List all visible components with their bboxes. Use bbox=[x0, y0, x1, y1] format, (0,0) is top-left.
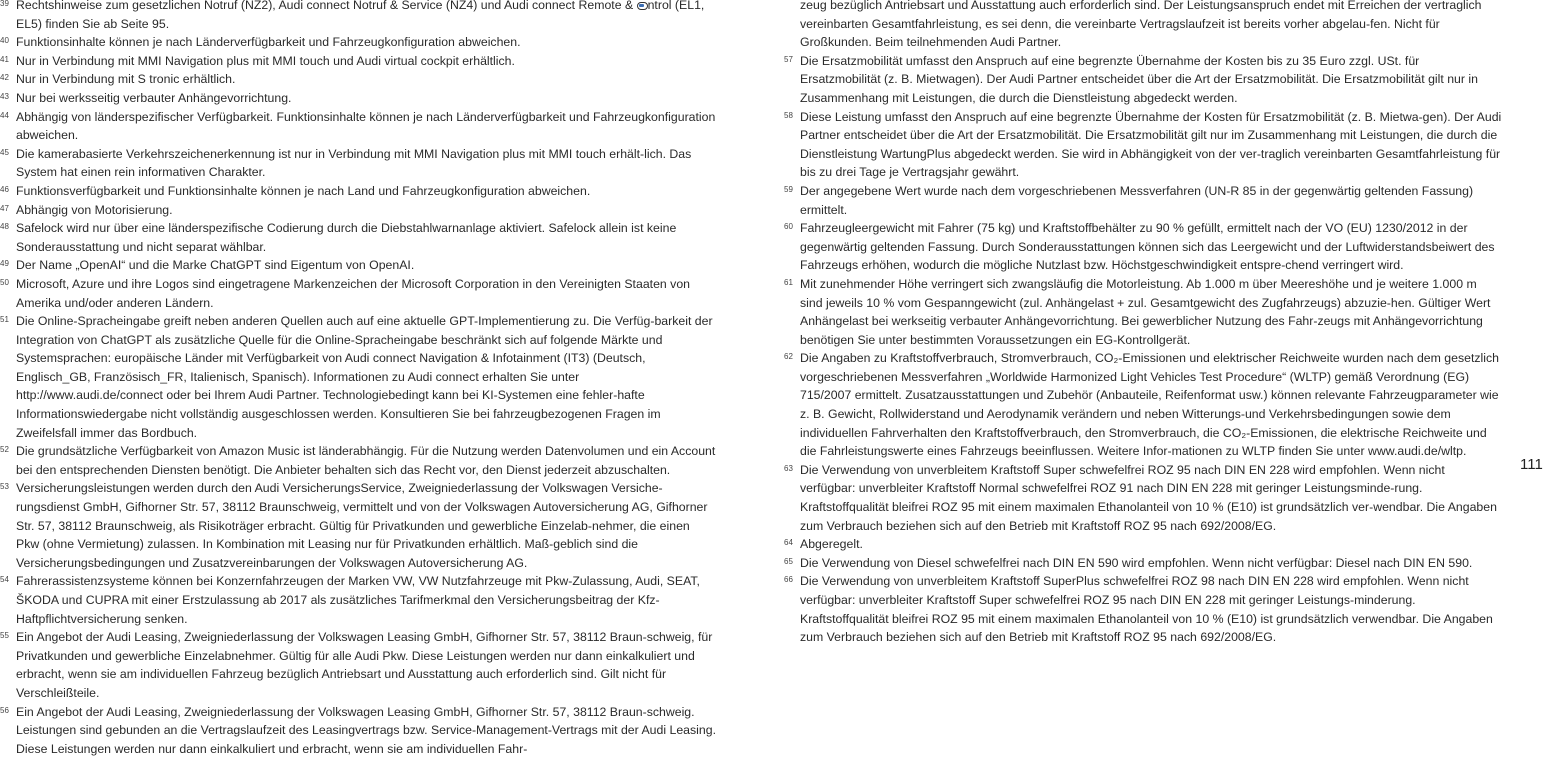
footnote-48 bbox=[0, 219, 716, 256]
footnote-59 bbox=[784, 182, 1502, 219]
footnote-40 bbox=[0, 33, 716, 52]
footnote-number: 49 bbox=[0, 259, 9, 269]
footnote-text: Rechtshinweise zum gesetzlichen Notruf (NZ2), Audi connect Notruf & Service (NZ4) und Audi connect Remote & bbox=[16, 0, 637, 12]
footnote-number: 41 bbox=[0, 54, 9, 64]
footnote-51 bbox=[0, 312, 716, 442]
footnote-60 bbox=[784, 219, 1502, 275]
footnote-text: Fahrerassistenzsysteme können bei Konzernfahrzeugen der Marken VW, VW Nutzfahrzeuge mit Pkw-Zulassung, Audi, SEAT, ŠKODA und CUPRA mit einer Erstzulassung ab 2017 als zusätzliches Tarifmerkmal den Versicherungsbeitrag der Kfz-Haftpflichtversicherung senken. bbox=[16, 574, 700, 626]
footnote-number: 63 bbox=[784, 463, 793, 473]
footnote-number: 48 bbox=[0, 222, 9, 232]
footnote-44 bbox=[0, 108, 716, 145]
footnote-66 bbox=[784, 572, 1502, 646]
footnote-text: Die Ersatzmobilität umfasst den Anspruch auf eine begrenzte Übernahme der Kosten bis zu 35 Euro zzgl. USt. für Ersatzmobilität (z. B. Mietwagen). Der Audi Partner entscheidet über die Art der Ersatzmobilität. Die Ersatzmobilität gilt nur in Zusammenhang mit Leistungen, die durch die Dienstleistung abgedeckt werden. bbox=[800, 53, 1478, 105]
footnote-text: Nur in Verbindung mit S tronic erhältlich. bbox=[16, 72, 236, 87]
footnote-text: Nur in Verbindung mit MMI Navigation plus mit MMI touch und Audi virtual cockpit erhältlich. bbox=[16, 53, 515, 68]
footnote-text: Die kamerabasierte Verkehrszeichenerkennung ist nur in Verbindung mit MMI Navigation plus mit MMI touch erhält-lich. Das System hat einen rein informativen Charakter. bbox=[16, 146, 692, 180]
footnote-58 bbox=[784, 108, 1502, 182]
footnote-number: 64 bbox=[784, 538, 793, 548]
camera-icon bbox=[637, 2, 648, 10]
footnote-number: 61 bbox=[784, 277, 793, 287]
footnote-45 bbox=[0, 145, 716, 182]
footnote-text: Funktionsverfügbarkeit und Funktionsinhalte können je nach Land und Fahrzeugkonfiguration abweichen. bbox=[16, 183, 591, 198]
footnote-56 bbox=[0, 703, 716, 759]
footnote-text: Diese Leistung umfasst den Anspruch auf eine begrenzte Übernahme der Kosten für Ersatzmobilität (z. B. Mietwa-gen). Der Audi Partner entscheidet über die Art der Ersatzmobilität. Die Ersatzmobilität gilt nur im Zusammenhang mit Leistungen, die durch die Dienstleistung WartungPlus abgedeckt werden. Sie wird in Abhängigkeit von der ver-traglich vereinbarten Gesamtfahrleistung für bis zu drei Tage je Vertragsjahr gewährt. bbox=[800, 109, 1502, 180]
footnote-text-cont: ntrol (EL1, EL5) finden Sie ab Seite 95. bbox=[16, 0, 705, 31]
footnote-text: Die grundsätzliche Verfügbarkeit von Amazon Music ist länderabhängig. Für die Nutzung werden Datenvolumen und ein Account bei den entsprechenden Diensten benötigt. Die Anbieter behalten sich das Recht vor, den Dienst jederzeit abzuschalten. bbox=[16, 444, 716, 477]
footnote-text: Abhängig von Motorisierung. bbox=[16, 202, 173, 217]
footnote-number: 53 bbox=[0, 482, 9, 492]
footnote-text: Nur bei werksseitig verbauter Anhängevorrichtung. bbox=[16, 90, 292, 105]
footnote-39 bbox=[0, 0, 716, 33]
footnote-57 bbox=[784, 52, 1502, 108]
footnote-43 bbox=[0, 89, 716, 108]
footnote-text: Microsoft, Azure und ihre Logos sind eingetragene Markenzeichen der Microsoft Corporation in den Vereinigten Staaten von Amerika und/oder anderen Ländern. bbox=[16, 276, 690, 310]
footnote-42 bbox=[0, 70, 716, 89]
footnote-text: Safelock wird nur über eine länderspezifische Codierung durch die Diebstahlwarnanlage aktiviert. Safelock allein ist keine Sonderausstattung und nicht separat wählbar. bbox=[16, 221, 677, 254]
footnote-53 bbox=[0, 479, 716, 572]
footnote-52 bbox=[0, 442, 716, 479]
footnote-text: Funktionsinhalte können je nach Länderverfügbarkeit und Fahrzeugkonfiguration abweichen. bbox=[16, 35, 521, 50]
footnotes-left-column bbox=[0, 0, 716, 758]
footnote-number: 45 bbox=[0, 147, 9, 157]
footnote-61 bbox=[784, 275, 1502, 349]
footnote-number: 59 bbox=[784, 184, 793, 194]
footnote-number: 52 bbox=[0, 445, 9, 455]
footnote-number: 50 bbox=[0, 277, 9, 287]
footnote-text: zeug bezüglich Antriebsart und Ausstattung auch erforderlich sind. Der Leistungsanspruch endet mit Erreichen der vertraglich vereinbarten Gesamtfahrleistung, es sei denn, die vereinbarte Vertragslaufzeit ist bereits vorher abgelau-fen. Nicht für Großkunden. Beim teilnehmenden Audi Partner. bbox=[800, 0, 1482, 50]
footnote-47 bbox=[0, 201, 716, 220]
page-number: 111 bbox=[1520, 456, 1543, 473]
footnote-text: Versicherungsleistungen werden durch den Audi VersicherungsService, Zweigniederlassung der Volkswagen Versiche-rungsdienst GmbH, Gifhorner Str. 57, 38112 Braunschweig, vermittelt und von der Volkswagen Autoversicherung AG, Gifhorner Str. 57, 38112 Braunschweig, als Risikoträger erbracht. Gültig für Privatkunden und gewerbliche Einzelab-nehmer, die einen Pkw (ohne Vermietung) zulassen. In Kombination mit Leasing nur für Privatkunden erhältlich. Maß-geblich sind die Versicherungsbedingungen und Zusatzvereinbarungen der Volkswagen Autoversicherung AG. bbox=[16, 481, 708, 570]
footnote-text: Fahrzeugleergewicht mit Fahrer (75 kg) und Kraftstoffbehälter zu 90 % gefüllt, ermittelt nach der VO (EU) 1230/2012 in der gegenwärtig geltenden Fassung. Durch Sonderausstattungen können sich das Leergewicht und der Luftwiderstandsbeiwert des Fahrzeugs erhöhen, wodurch die mögliche Nutzlast bzw. Höchstgeschwindigkeit entspre-chend verringert wird. bbox=[800, 221, 1495, 273]
footnote-text: Ein Angebot der Audi Leasing, Zweigniederlassung der Volkswagen Leasing GmbH, Gifhorner Str. 57, 38112 Braun-schweig. Leistungen sind gebunden an die Vertragslaufzeit des Leasingvertrags bzw. Service-Management-Vertrags mit der Audi Leasing. Diese Leistungen werden nur dann einkalkuliert und erbracht, wenn sie am individuellen Fahr- bbox=[16, 704, 716, 756]
footnote-number: 47 bbox=[0, 203, 9, 213]
footnote-50 bbox=[0, 275, 716, 312]
footnote-number: 60 bbox=[784, 222, 793, 232]
footnote-text: Die Verwendung von unverbleitem Kraftstoff SuperPlus schwefelfrei ROZ 98 nach DIN EN 228 wird empfohlen. Wenn nicht verfügbar: unverbleiter Kraftstoff Super schwefelfrei ROZ 95 nach DIN EN 228 mit geringer Leistungs-minderung. Kraftstoffqualität bleifrei ROZ 95 mit einem maximalen Ethanolanteil von 10 % (E10) ist grundsätzlich verwendbar. Die Angaben zum Verbrauch beziehen sich auf den Betrieb mit Kraftstoff ROZ 95 nach 692/2008/EG. bbox=[800, 574, 1493, 645]
footnote-number: 39 bbox=[0, 0, 9, 8]
footnote-number: 62 bbox=[784, 352, 793, 362]
footnote-41 bbox=[0, 52, 716, 71]
footnote-46 bbox=[0, 182, 716, 201]
footnote-number: 40 bbox=[0, 36, 9, 46]
footnote-text: Die Online-Spracheingabe greift neben anderen Quellen auch auf eine aktuelle GPT-Implementierung zu. Die Verfüg-barkeit der Integration von ChatGPT als zusätzliche Quelle für die Online-Spracheingabe beschränkt sich auf folgende Märkte und Systemsprachen: europäische Länder mit Verfügbarkeit von Audi connect Navigation & Infotainment (IT3) (Deutsch, Englisch_GB, Französisch_FR, Italienisch, Spanisch). Informationen zu Audi connect erhalten Sie unter http://www.audi.de/connect oder bei Ihrem Audi Partner. Technologiebedingt kann bei KI-Systemen eine fehler-hafte Informationswiedergabe nicht vollständig ausgeschlossen werden. Konsultieren Sie bei fahrzeugbezogenen Fragen im Zweifelsfall immer das Bordbuch. bbox=[16, 314, 713, 440]
footnote-56-continuation bbox=[784, 0, 1502, 52]
footnote-number: 56 bbox=[0, 705, 9, 715]
footnote-text: Die Verwendung von unverbleitem Kraftstoff Super schwefelfrei ROZ 95 nach DIN EN 228 wird empfohlen. Wenn nicht verfügbar: unverbleiter Kraftstoff Normal schwefelfrei ROZ 91 nach DIN EN 228 mit geringer Leistungsminde-rung. Kraftstoffqualität bleifrei ROZ 95 mit einem maximalen Ethanolanteil von 10 % (E10) ist grundsätzlich ver-wendbar. Die Angaben zum Verbrauch beziehen sich auf den Betrieb mit Kraftstoff ROZ 95 nach 692/2008/EG. bbox=[800, 462, 1497, 533]
footnote-55 bbox=[0, 628, 716, 702]
footnote-text: Ein Angebot der Audi Leasing, Zweigniederlassung der Volkswagen Leasing GmbH, Gifhorner Str. 57, 38112 Braun-schweig, für Privatkunden und gewerbliche Einzelabnehmer. Gültig für alle Audi Pkw. Diese Leistungen werden nur dann einkalkuliert und erbracht, wenn sie am individuellen Fahrzeug bezüglich Antriebsart und Ausstattung auch erforderlich sind. Gilt nicht für Verschleißteile. bbox=[16, 630, 713, 700]
footnote-number: 66 bbox=[784, 575, 793, 585]
footnote-number: 58 bbox=[784, 110, 793, 120]
footnote-text: Mit zunehmender Höhe verringert sich zwangsläufig die Motorleistung. Ab 1.000 m über Meereshöhe und je weitere 1.000 m sind jeweils 10 % vom Gespanngewicht (zul. Anhängelast + zul. Gesamtgewicht des Zugfahrzeugs) abzuzie-hen. Gültiger Wert Anhängelast bei werkseitig verbauter Anhängevorrichtung. Bei gewerblicher Nutzung des Fahr-zeugs mit Anhängevorrichtung benötigen Sie unter bestimmten Voraussetzungen ein EG-Kontrollgerät. bbox=[800, 276, 1491, 347]
footnotes-right-column bbox=[784, 0, 1502, 647]
footnote-text: Der angegebene Wert wurde nach dem vorgeschriebenen Messverfahren (UN-R 85 in der gegenwärtig geltenden Fassung) ermittelt. bbox=[800, 183, 1474, 217]
footnote-62 bbox=[784, 349, 1502, 461]
footnote-54 bbox=[0, 572, 716, 628]
footnote-number: 44 bbox=[0, 110, 9, 120]
footnote-number: 46 bbox=[0, 184, 9, 194]
footnote-number: 51 bbox=[0, 315, 9, 325]
footnote-text: Der Name „OpenAI“ und die Marke ChatGPT sind Eigentum von OpenAI. bbox=[16, 258, 415, 273]
footnote-63 bbox=[784, 461, 1502, 535]
footnote-64 bbox=[784, 535, 1502, 554]
footnote-text: Die Verwendung von Diesel schwefelfrei nach DIN EN 590 wird empfohlen. Wenn nicht verfügbar: Diesel nach DIN EN 590. bbox=[800, 555, 1473, 570]
footnote-text: Abgeregelt. bbox=[800, 537, 863, 552]
footnote-49 bbox=[0, 256, 716, 275]
footnote-number: 65 bbox=[784, 556, 793, 566]
footnote-text: Die Angaben zu Kraftstoffverbrauch, Stromverbrauch, CO₂-Emissionen und elektrischer Reichweite wurden nach dem gesetzlich vorgeschriebenen Messverfahren „Worldwide Harmonized Light Vehicles Test Procedure“ (WLTP) gemäß Verordnung (EG) 715/2007 ermittelt. Zusatzausstattungen und Zubehör (Anbauteile, Reifenformat usw.) können relevante Fahrzeugparameter wie z. B. Gewicht, Rollwiderstand und Aerodynamik verändern und neben Witterungs-und Verkehrsbedingungen sowie dem individuellen Fahrverhalten den Kraftstoffverbrauch, den Stromverbrauch, die CO₂-Emissionen, die elektrische Reichweite und die Fahrleistungswerte eines Fahrzeugs beeinflussen. Weitere Infor-mationen zu WLTP finden Sie unter www.audi.de/wltp. bbox=[800, 351, 1499, 459]
footnote-65 bbox=[784, 554, 1502, 573]
footnote-number: 54 bbox=[0, 575, 9, 585]
footnote-number: 57 bbox=[784, 54, 793, 64]
footnote-number: 43 bbox=[0, 91, 9, 101]
footnote-text: Abhängig von länderspezifischer Verfügbarkeit. Funktionsinhalte können je nach Länderverfügbarkeit und Fahrzeugkonfiguration abweichen. bbox=[16, 109, 716, 143]
footnote-number: 55 bbox=[0, 631, 9, 641]
footnote-number: 42 bbox=[0, 73, 9, 83]
